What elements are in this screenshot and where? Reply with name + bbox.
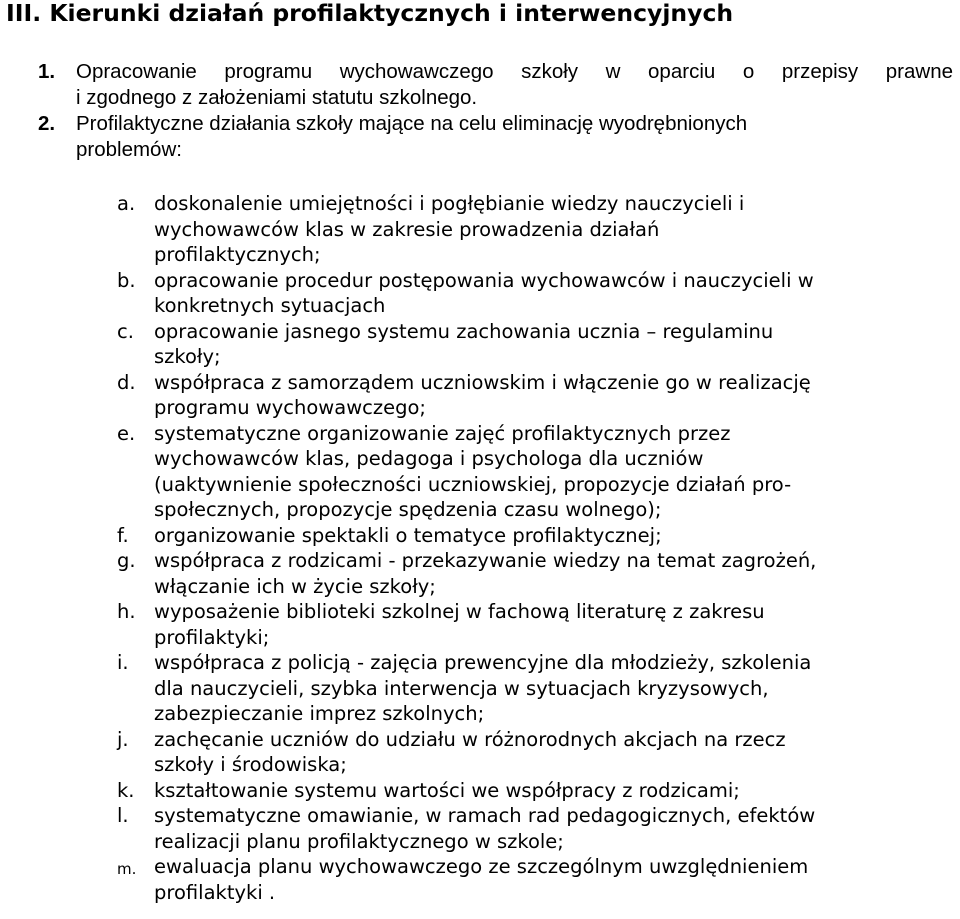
list-item-line: systematyczne omawianie, w ramach rad pedagogicznych, efektów — [154, 804, 816, 827]
list-item-line: organizowanie spektakli o tematyce profilaktycznej; — [154, 523, 662, 547]
list-item-line: opracowanie jasnego systemu zachowania ucznia – regulaminu — [154, 319, 774, 343]
list-item-line: zabezpieczanie imprez szkolnych; — [154, 702, 485, 725]
list-item-marker: b. — [117, 268, 136, 292]
list-item-line: konkretnych sytuacjach — [154, 294, 386, 317]
list-item-line: opracowanie procedur postępowania wychowawców i nauczycieli w — [154, 268, 814, 292]
list-item-line: ewaluacja planu wychowawczego ze szczególnym uwzględnieniem — [154, 855, 809, 878]
sub-item-list — [117, 191, 877, 905]
list-item — [117, 599, 877, 650]
list-item — [117, 548, 877, 599]
list-item-line: współpraca z policją - zajęcia prewencyjne dla młodzieży, szkolenia — [154, 651, 812, 674]
list-item-text — [154, 778, 877, 804]
list-item-marker: d. — [117, 370, 136, 394]
list-item — [117, 523, 877, 549]
list-item-text — [154, 370, 877, 421]
list-item-line: wychowawców klas w zakresie prowadzenia działań — [154, 217, 660, 241]
list-item-text — [154, 548, 877, 599]
list-item-text — [154, 523, 877, 549]
list-item-text — [154, 319, 877, 370]
numbered-item-2-text-2: problemów: — [76, 138, 182, 161]
list-item-line: wychowawców klas, pedagoga i psychologa dla uczniów — [154, 447, 704, 470]
list-item-text — [154, 599, 877, 650]
list-item-marker: l. — [117, 804, 129, 827]
list-item — [117, 319, 877, 370]
list-item-line: szkoły; — [154, 345, 221, 368]
list-item — [117, 191, 877, 268]
list-item-marker: h. — [117, 600, 136, 623]
list-item-line: szkoły i środowiska; — [154, 753, 347, 776]
list-item-marker: m. — [117, 860, 137, 878]
list-item-line: realizacji planu profilaktycznego w szkole; — [154, 829, 564, 853]
list-item-line: systematyczne organizowanie zajęć profilaktycznych przez — [154, 421, 731, 445]
list-item-text — [154, 268, 877, 319]
list-item-marker: j. — [117, 727, 129, 751]
section-heading: III. Kierunki działań profilaktycznych i interwencyjnych — [6, 0, 734, 27]
list-item — [117, 727, 877, 778]
list-item-marker: k. — [117, 778, 135, 802]
numbered-item-1-text-2: i zgodnego z założeniami statutu szkolnego. — [76, 86, 478, 109]
list-item-line: włączanie ich w życie szkoły; — [154, 574, 436, 598]
list-item-line: profilaktycznych; — [154, 243, 321, 266]
list-item — [117, 421, 877, 523]
list-item-text — [154, 727, 877, 778]
numbered-item-2-marker: 2. — [38, 112, 56, 135]
list-item-line: doskonalenie umiejętności i pogłębianie wiedzy nauczycieli i — [154, 192, 745, 215]
list-item — [117, 778, 877, 804]
list-item-text — [154, 803, 877, 854]
list-item-marker: a. — [117, 192, 136, 215]
list-item-line: społecznych, propozycje spędzenia czasu wolnego); — [154, 498, 662, 521]
numbered-item-1-line-1 — [38, 59, 953, 85]
list-item-marker: i. — [117, 651, 129, 674]
list-item-marker: f. — [117, 523, 129, 547]
numbered-item-1 — [38, 59, 953, 111]
list-item-line: kształtowanie systemu wartości we współpracy z rodzicami; — [154, 778, 740, 802]
list-item — [117, 854, 877, 905]
list-item — [117, 268, 877, 319]
list-item-line: profilaktyki . — [154, 880, 276, 904]
list-item-line: współpraca z rodzicami - przekazywanie wiedzy na temat zagrożeń, — [154, 549, 817, 572]
list-item-text — [154, 191, 877, 268]
list-item — [117, 370, 877, 421]
list-item-line: programu wychowawczego; — [154, 396, 426, 419]
list-item-line: wyposażenie biblioteki szkolnej w fachową literaturę z zakresu — [154, 600, 765, 623]
list-item-marker: g. — [117, 549, 136, 572]
numbered-item-2 — [38, 111, 747, 163]
list-item-text — [154, 421, 877, 523]
list-item-marker: e. — [117, 421, 136, 445]
list-item-line: (uaktywnienie społeczności uczniowskiej, propozycje działań pro- — [154, 472, 792, 496]
list-item-text — [154, 650, 877, 727]
list-item-line: zachęcanie uczniów do udziału w różnorodnych akcjach na rzecz — [154, 727, 786, 751]
numbered-item-2-text-1: Profilaktyczne działania szkoły mające na celu eliminację wyodrębnionych — [76, 112, 748, 135]
numbered-item-1-text-1: Opracowanie programu wychowawczego szkoły w oparciu o przepisy prawne — [76, 60, 953, 83]
list-item-marker: c. — [117, 319, 134, 343]
list-item — [117, 803, 877, 854]
list-item — [117, 650, 877, 727]
numbered-item-2-line-1 — [38, 111, 747, 137]
list-item-line: współpraca z samorządem uczniowskim i włączenie go w realizację — [154, 370, 811, 394]
list-item-text — [154, 854, 877, 905]
numbered-item-1-marker: 1. — [38, 60, 56, 83]
list-item-line: profilaktyki; — [154, 625, 270, 649]
list-item-line: dla nauczycieli, szybka interwencja w sytuacjach kryzysowych, — [154, 676, 769, 700]
